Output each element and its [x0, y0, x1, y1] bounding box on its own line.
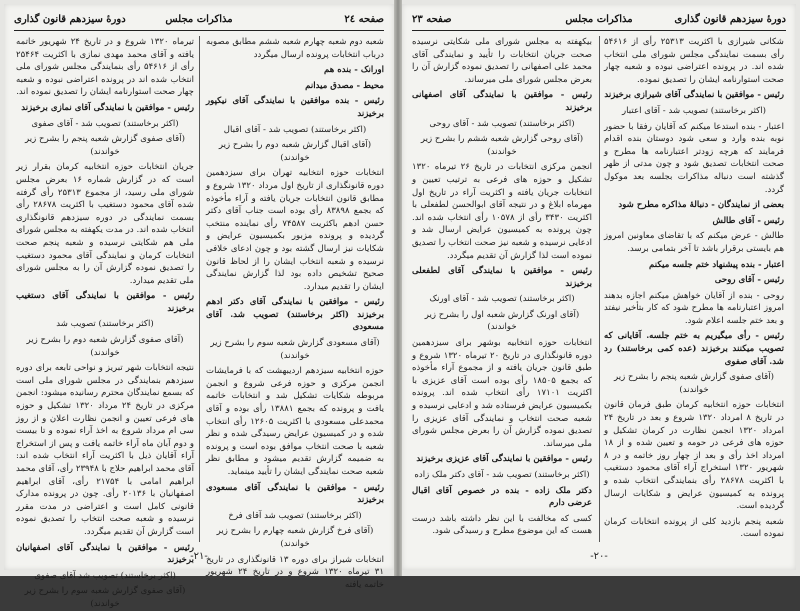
vote-note: (آقای اورنک گزارش شعبه اول را بشرح زیر خواندند) — [424, 309, 580, 333]
vote-note: (اکثر برخاستند) تصویب شد - آقای روحی — [429, 118, 575, 129]
speaker-line: رئیس - موافقین با نمایندگی آقای اصفهانیان برخیزند — [16, 542, 194, 566]
speaker-line: اعتبار - بنده پیشنهاد ختم جلسه میکنم — [649, 259, 784, 270]
vote-note: (آقای صفوی گزارش شعبه دوم را بشرح زیر خواندند) — [26, 335, 184, 358]
report-paragraph: نتیجه انتخابات شهر تبریز و نواحی تابعه برای دوره سیزدهم بنمایندگی در مجلس شورای ملی است که بسمع نمایندگان محترم رسانیده میشود: انجمن مرکزی در تاریخ ۲۴ مرداد ۱۳۲۰ تشکیل و حوزه های فرعی تعیین و انجمن نظارت اعلان و از روز سی ام مرداد شروع به اخذ آراء نموده و تا بیست و دوم آبان ماه آراء خاتمه یافت و پس از استخراج آراء آقایان ذیل با اکثریت آراء انتخاب شده اند: آقای محمد ابراهیم حلاج با ۲۳۹۴۸ رأی، آقای محمد ابراهیم امامی با ۲۱۷۵۴ رأی، آقای ابراهیم اصفهانیان با ۲۰۱۳۶ رأی. چون در پرونده مدارک قانونی کامل است و اعتراضی در مدت مقرر نرسیده و شعبه صحت انتخاب را تصدیق نموده است گزارش آن تقدیم میگردد. — [16, 363, 194, 537]
vote-note: (آقای صفوی گزارش شعبه سوم را بشرح زیر خواندند) — [24, 586, 186, 609]
left-page-number: -۲۱- — [190, 551, 208, 562]
speaker-line: رئیس - موافقین با نمایندگی آقای نمازی برخیزند — [21, 102, 194, 113]
right-page — [402, 4, 796, 570]
report-paragraph: شکانی شیرازی با اکثریت ۲۵۳۱۳ رأی از ۵۴۶۱۶ رأی بسمت نمایندگی مجلس شورای ملی انتخاب شده اند. در پرونده اعتراضی نبوده و شعبه چهار صحت استوارنامه ایشان را تصدیق نموده. — [604, 37, 784, 85]
right-header-title: مذاکرات مجلس — [565, 14, 633, 25]
right-header-term: دورهٔ سیزدهم قانون گذاری — [674, 14, 786, 25]
report-paragraph: تیرماه ۱۳۲۰ شروع و در تاریخ ۲۴ شهریور خاتمه یافته و آقای محمد مهدی نمازی با اکثریت ۲۵۴۶۴ رأی از ۵۴۶۱۶ رأی بنمایندگی مجلس شورای ملی انتخاب شده اند در پرونده اعتراضی نبوده و شعبه چهار صحت استوارنامه ایشان را تصدیق نموده اند. — [16, 37, 195, 98]
speaker-line: رئیس - بنده موافقین با نمایندگی آقای نیکپور برخیزند — [206, 96, 384, 119]
vote-note: (اکثر برخاستند) تصویب شد — [56, 319, 154, 330]
vote-note: (آقای مسعودی گزارش شعبه سوم را بشرح زیر خواندند) — [210, 338, 380, 361]
vote-note: (آقای صفوی گزارش شعبه پنجم را بشرح زیر خواندند) — [614, 372, 774, 395]
report-paragraph: اعتبار - بنده استدعا میکنم که آقایان رفقا با حضور نوبه بنده وارد و سعی شود دوستان بنده اقدام فرمایند که هرچه زودتر اعتبارنامه ها مطرح و صحت انتخابات تصدیق شود و چون مدتی از ظهر گذشته است دنباله مذاکرات بجلسه بعد موکول گردد. — [604, 121, 784, 195]
left-page-column-right — [206, 36, 385, 590]
report-paragraph: شعبه دوم شعبه چهارم شعبه ششم مطابق مصوبه درباب انتخابات پرونده ارسال میگردد — [206, 37, 384, 60]
right-page-number: -۲۰- — [590, 551, 608, 562]
vote-note: (آقای فرخ گزارش شعبه چهارم را بشرح زیر خواندند) — [216, 526, 374, 549]
report-paragraph: انتخابات شیراز برای دوره ۱۳ قانونگذاری در تاریخ ۳۱ تیرماه ۱۳۲۰ شروع و در تاریخ ۲۴ شهریور خاتمه یافته — [206, 554, 384, 590]
right-page-column-divider — [599, 36, 600, 542]
report-paragraph: انتخابات حوزه انتخابیه کرمان طبق فرمان قانون در تاریخ ۸ امرداد ۱۳۲۰ شروع و بعد در تاریخ ۲۴ امرداد ۱۳۲۰ انجمن نظارت در کرمان تشکیل و حوزه های فرعی در حومه و تعیین شده و از ۱۸ امرداد اخذ رأی و بعد از چهار روز خاتمه و در ۸ شهریور ۱۳۲۰ استخراج آراء آقای محمود دستغیب با اکثریت ۲۸۶۷۸ رأی بنمایندگی انتخاب شده و پرونده به کمیسیون عرایض و شکایات ارسال گردیده است. — [604, 400, 784, 512]
left-header-title: مذاکرات مجلس — [165, 14, 233, 25]
speaker-line: رئیس - موافقین با نمایندگی آقای دکتر ادهم برخیزند (اکثر برخاستند) تصویب شد. آقای مسعودی — [206, 297, 384, 333]
vote-note: (اکثر برخاستند) تصویب شد - آقای دکتر ملک زاده — [414, 470, 590, 480]
vote-note: (اکثر برخاستند) تصویب شد - آقای صفوی — [31, 118, 179, 129]
vote-note: (اکثر برخاستند) تصویب شد - آقای اعتبار — [622, 105, 766, 116]
speaker-line: رئیس - موافقین با نمایندگی آقای مسعودی برخیزند — [206, 482, 384, 506]
report-paragraph: طالش - عرض میکنم که با تقاضای معاونین امروز هم بایستی برقرار باشد تا آخر بتمامی برسد. — [604, 231, 784, 254]
report-paragraph: حوزه انتخابیه سیزدهم اردیبهشت که با فرمایشات انجمن مرکزی و حوزه فرعی شروع و انجمن مربوطه شکایات تشکیل شد و انتخابات خاتمه یافت و پرونده که بجمع ۱۳۸۸۱ رأی بوده و آقای محمدعلی مسعودی با اکثریت ۱۲۶۰۵ رأی انتخاب شده و در کمیسیون عرایض رسیدگی شده و نظر شعبه با صحت انتخاب موافق بوده است و پرونده به ضمیمه گزارش تقدیم میشود و مطابق نظر شعبه صحت نمایندگی ایشان را تأیید مینماید. — [206, 366, 385, 477]
speaker-line: رئیس - آقای طالش — [712, 215, 784, 226]
left-page-label: صفحه ٢٤ — [344, 14, 384, 25]
report-paragraph: انجمن مرکزی انتخابات در تاریخ ۲۶ تیرماه ۱۳۲۰ تشکیل و حوزه های فرعی به ترتیب تعیین و انتخابات جریان یافته و اکثریت آراء در تاریخ اول مهرماه ابلاغ و در نتیجه آقای ابوالحسن لطفعلی با اکثریت ۳۴۳۰ رأی از ۱۰۵۷۸ رأی انتخاب شده اند. چون پرونده به کمیسیون عرایض ارسال شد و ادعایی نرسیده و شعبه نیز صحت انتخاب را تصدیق نموده است لذا گزارش آن تقدیم میگردد. — [412, 162, 592, 261]
speaker-line: اورانک - بنده هم — [324, 65, 384, 76]
speaker-line: رئیس - موافقین با نمایندگی آقای عزیزی برخیزند — [416, 454, 592, 465]
left-page-column-left — [16, 36, 195, 609]
speaker-line: محیط - مصدق میدانم — [305, 80, 384, 91]
right-page-header — [412, 12, 786, 31]
speaker-line: رئیس - موافقین با نمایندگی آقای شیرازی برخیزند — [604, 90, 784, 101]
vote-note: (اکثر برخاستند) تصویب شد آقای صفوی — [34, 570, 176, 581]
speaker-line: رئیس - موافقین با نمایندگی آقای اصفهانی برخیزند — [412, 90, 592, 113]
left-page-header — [14, 12, 384, 31]
vote-note: (اکثر برخاستند) تصویب شد - آقای اورنک — [429, 294, 575, 305]
vote-note: (آقای روحی گزارش شعبه ششم را بشرح زیر خواندند) — [420, 134, 584, 157]
right-page-column-left — [412, 36, 592, 542]
speaker-line: رئیس - موافقین با نمایندگی آقای لطفعلی برخیزند — [412, 266, 592, 289]
book-gutter — [394, 0, 402, 576]
left-page — [4, 4, 394, 609]
speaker-line: رئیس - رأی میگیریم به ختم جلسه. آقایانی که تصویب میکنند برخیزند (عده کمی برخاستند) رد شد. آقای صفوی — [604, 331, 784, 367]
vote-note: (آقای اقبال گزارش شعبه دوم را بشرح زیر خواندند) — [218, 140, 372, 163]
speaker-line: رئیس - موافقین با نمایندگی آقای دستغیب برخیزند — [16, 291, 194, 314]
report-paragraph: روحی - بنده از آقایان خواهش میکنم اجازه بدهند امروز اعتبارنامه ها مطرح شود که کار بتأخیر نیفتد و بعد ختم جلسه اعلام شود. — [604, 290, 784, 326]
speaker-line: دکتر ملک زاده - بنده در خصوص آقای اقبال عرضی دارم — [412, 485, 592, 509]
vote-note: (آقای صفوی گزارش شعبه پنجم را بشرح زیر خواندند) — [25, 134, 185, 157]
report-paragraph: انتخابات حوزه انتخابیه بوشهر برای سیزدهمین دوره قانونگذاری در تاریخ ۲۰ تیرماه ۱۳۲۰ شروع و طبق قانون جریان یافته و از مجموع آراء مأخوذه که بجمع ۱۸۵۰۵ رأی بوده است آقای عزیزی با اکثریت ۱۷۱۰۱ رأی انتخاب شده اند. پرونده بکمیسیون عرایض فرستاده شد و ادعایی نرسیده و شعبه صحت انتخاب و نمایندگی آقای عزیزی را تصدیق نموده گزارش آن را بعرض مجلس شورای ملی میرساند. — [412, 338, 593, 449]
speaker-line: رئیس - آقای روحی — [714, 275, 784, 286]
report-paragraph: کسی که مخالفت با این نظر داشته باشد درست هست که این موضوع مطرح و رسیدگی شود. — [412, 513, 592, 537]
report-paragraph: جریان انتخابات حوزه انتخابیه کرمان بقرار زیر است که در گزارش شماره ۱۶ بعرض مجلس شورای ملی رسید، از مجموع ۲۵۳۱۳ رأی گرفته شده آقای محمود دستغیب با اکثریت ۲۸۶۷۸ رأی بسمت نمایندگی در دوره سیزدهم قانونگذاری انتخاب شده اند. در مدت یکهفته به مجلس شورای ملی هم شکایتی نرسیده و شعبه پنجم صحت انتخابات کرمان و نمایندگی آقای محمود دستغیب را تصدیق نموده گزارش آن را به مجلس شورای ملی تقدیم میدارد. — [16, 162, 194, 286]
report-paragraph: بیکهفته به مجلس شورای ملی شکایتی نرسیده صحت جریان انتخابات را تأیید و نمایندگی آقای محمد علی اصفهانی را تصدیق نموده گزارش آن را بعرض مجلس شورای ملی میرساند. — [412, 37, 592, 85]
report-paragraph: شعبه پنجم بازدید کلی از پرونده انتخابات کرمان نموده است. — [604, 516, 784, 540]
left-header-term: دورهٔ سیزدهم قانون گذاری — [14, 14, 126, 25]
speaker-line: بعضی از نمایندگان - دنبالهٔ مذاکره مطرح شود — [618, 200, 784, 211]
report-paragraph: انتخابات حوزه انتخابیه تهران برای سیزدهمین دوره قانونگذاری از تاریخ اول مرداد ۱۳۲۰ شروع و مطابق قانون انتخابات جریان یافته و آراء مأخوذه که بجمع ۸۳۸۹۸ رأی بوده است جناب آقای دکتر حسن ادهم باکثریت ۷۴۵۸۷ رأی نماینده منتخب گردیده و پرونده مزبور بکمیسیون عرایض و شکایات نیز ارسال گشته بود و چون ادعای خلافی نرسیده و شعبه انتخاب ایشان را از لحاظ قانون صحیح تشخیص داده بود لذا گزارش نمایندگی ایشان را تقدیم میدارد. — [206, 168, 385, 292]
vote-note: (اکثر برخاستند) تصویب شد آقای فرخ — [228, 510, 362, 521]
right-page-column-right — [604, 36, 784, 542]
vote-note: (اکثر برخاستند) تصویب شد - آقای اقبال — [223, 124, 367, 135]
left-page-column-divider — [199, 36, 200, 542]
right-page-label: صفحه ۲۳ — [412, 14, 452, 25]
